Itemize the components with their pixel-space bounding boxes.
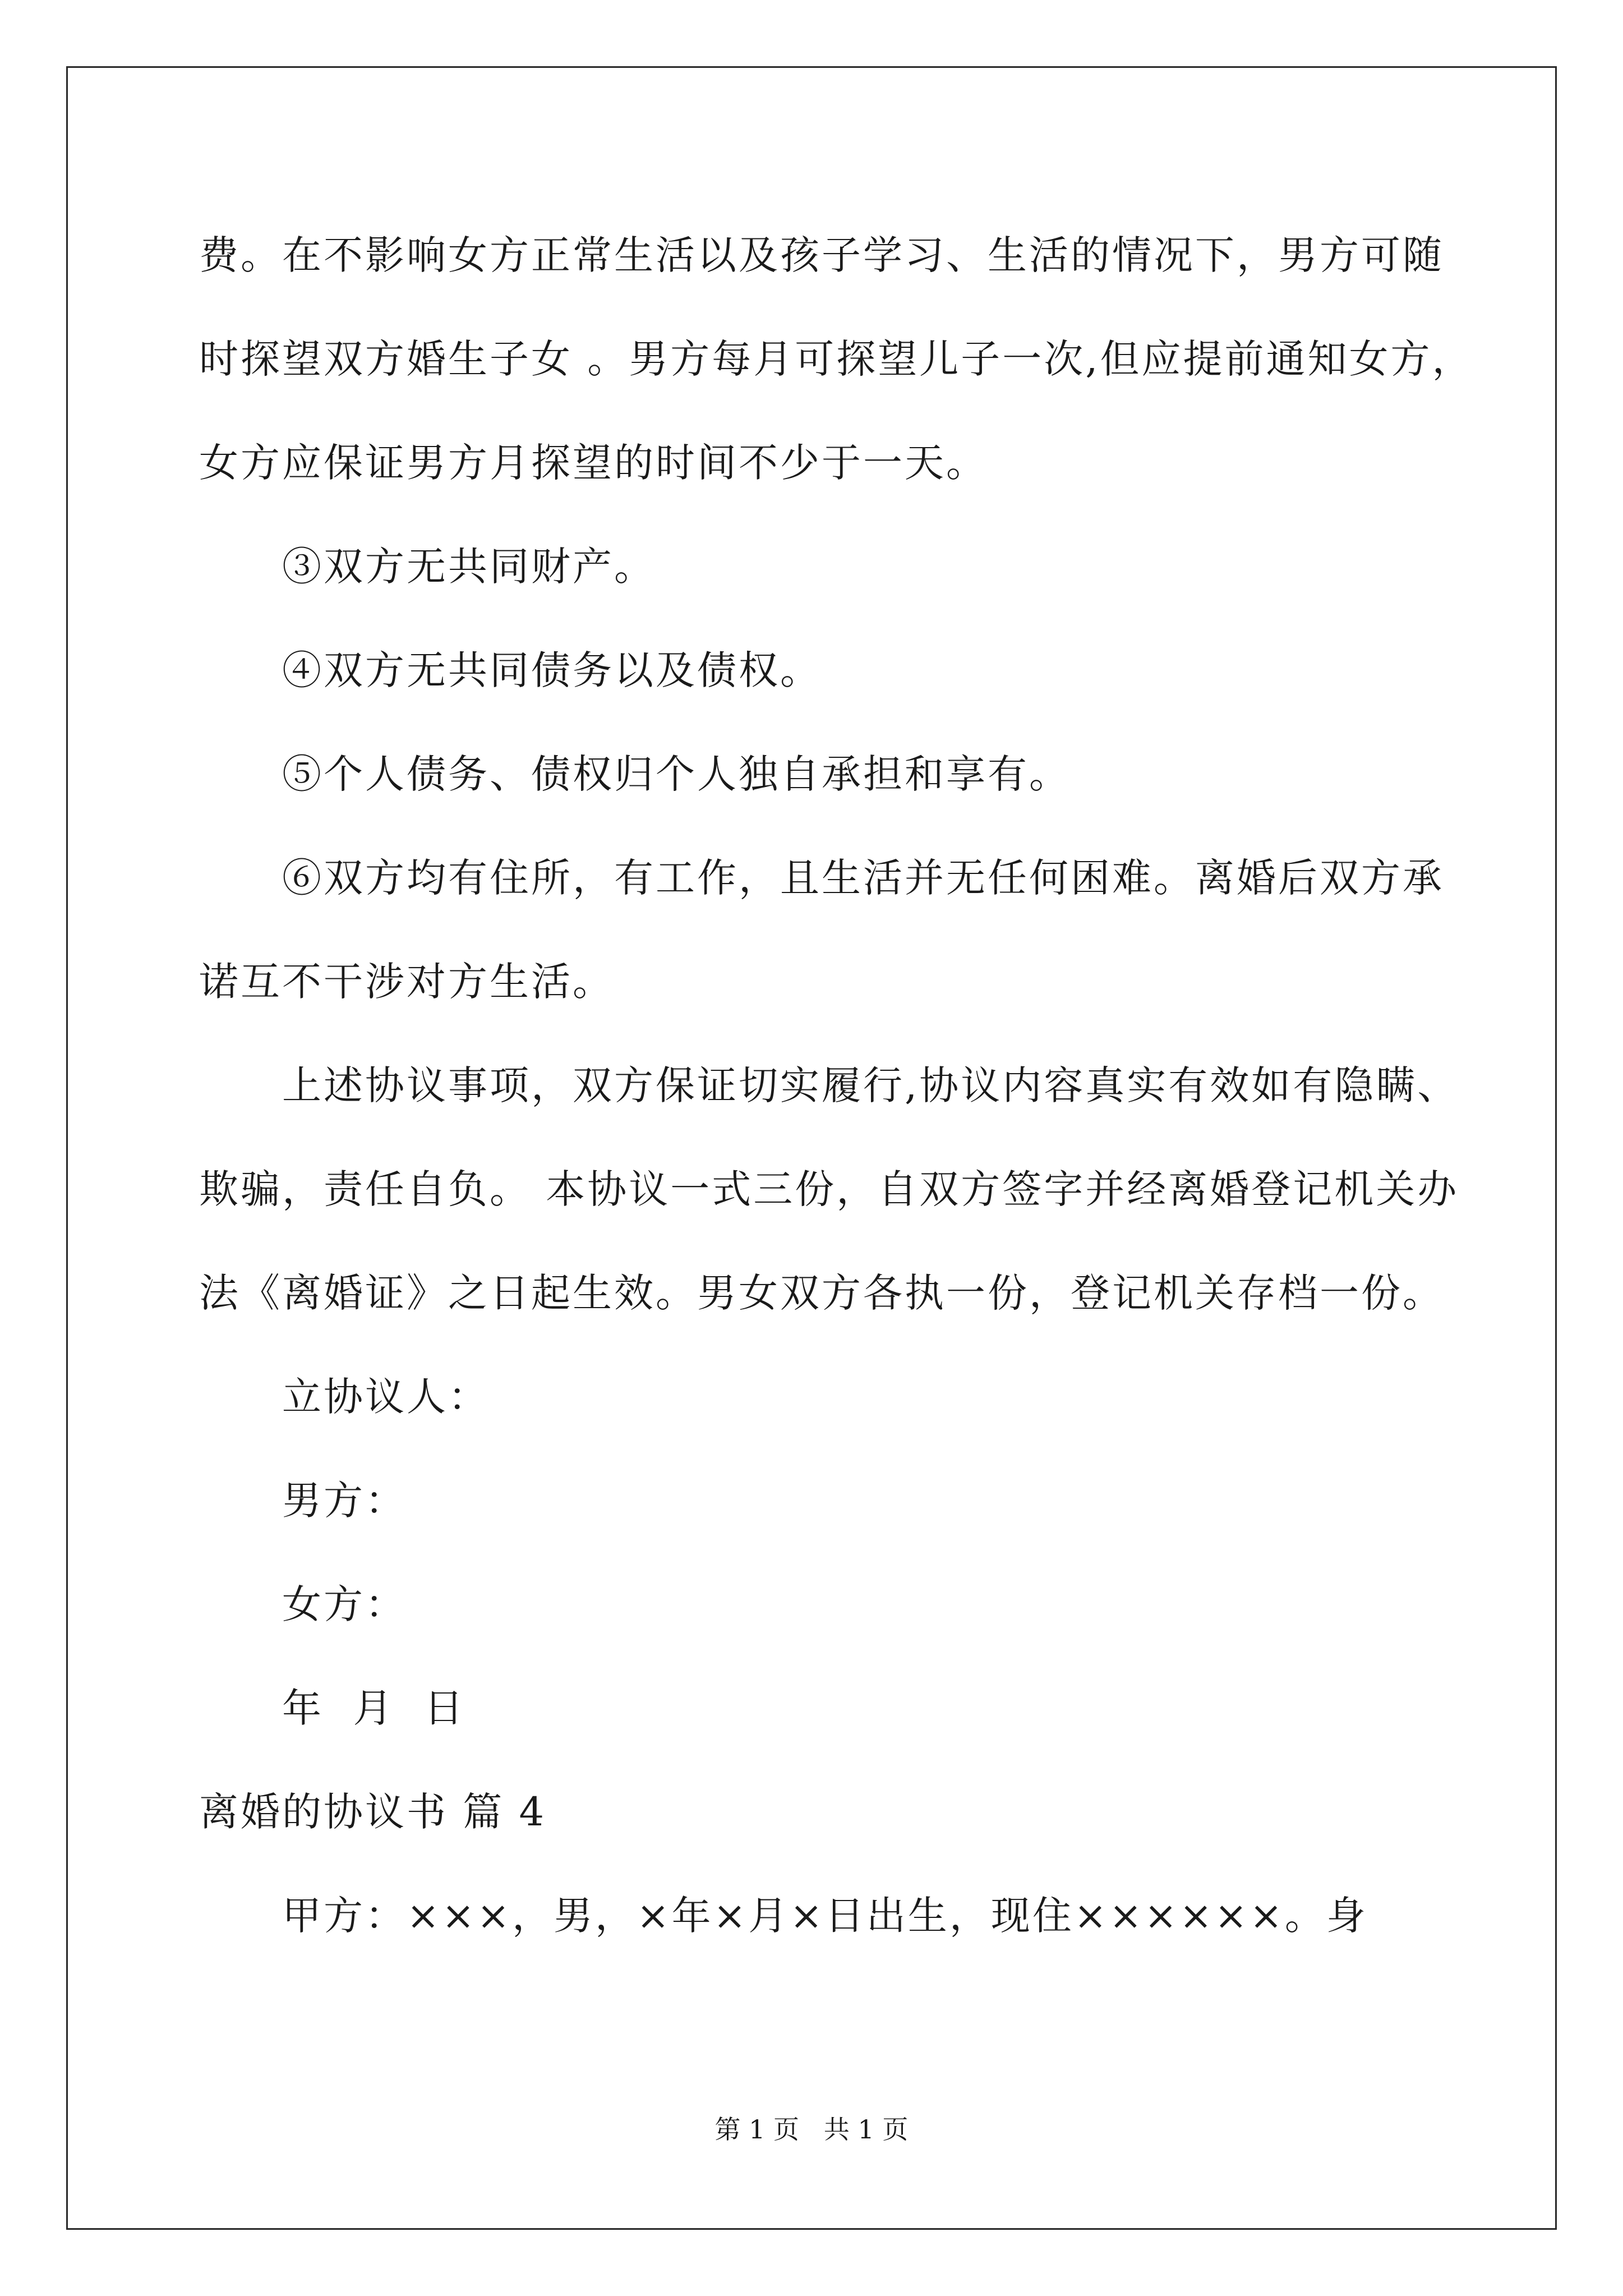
paragraph-line: 法《离婚证》之日起生效。男女双方各执一份，登记机关存档一份。	[199, 1270, 1444, 1316]
paragraph-line: 费。在不影响女方正常生活以及孩子学习、生活的情况下，男方可随	[199, 232, 1444, 278]
clause-item: ⑤个人债务、债权归个人独自承担和享有。	[282, 751, 1071, 797]
paragraph-line: 欺骗，责任自负。 本协议一式三份，自双方签字并经离婚登记机关办	[199, 1166, 1459, 1212]
paragraph-line: 诺互不干涉对方生活。	[199, 959, 614, 1005]
clause-item: ④双方无共同债务以及债权。	[282, 647, 822, 693]
male-party-label: 男方：	[282, 1478, 407, 1524]
paragraph-line: 甲方：×××，男，×年×月×日出生，现住××××××。身	[282, 1893, 1368, 1939]
page-number-footer: 第 1 页 共 1 页	[714, 2114, 909, 2145]
paragraph-line: 女方应保证男方月探望的时间不少于一天。	[199, 440, 988, 486]
paragraph-line: 时探望双方婚生子女 。男方每月可探望儿子一次,但应提前通知女方，	[199, 336, 1474, 382]
female-party-label: 女方：	[282, 1581, 407, 1627]
section-heading: 离婚的协议书 篇 4	[199, 1789, 547, 1835]
paragraph-line: 上述协议事项，双方保证切实履行,协议内容真实有效如有隐瞒、	[282, 1062, 1459, 1108]
clause-item: ③双方无共同财产。	[282, 544, 656, 590]
clause-item: ⑥双方均有住所，有工作，且生活并无任何困难。离婚后双方承	[282, 855, 1444, 901]
signatory-label: 立协议人：	[282, 1374, 490, 1420]
date-line: 年 月 日	[282, 1685, 466, 1731]
